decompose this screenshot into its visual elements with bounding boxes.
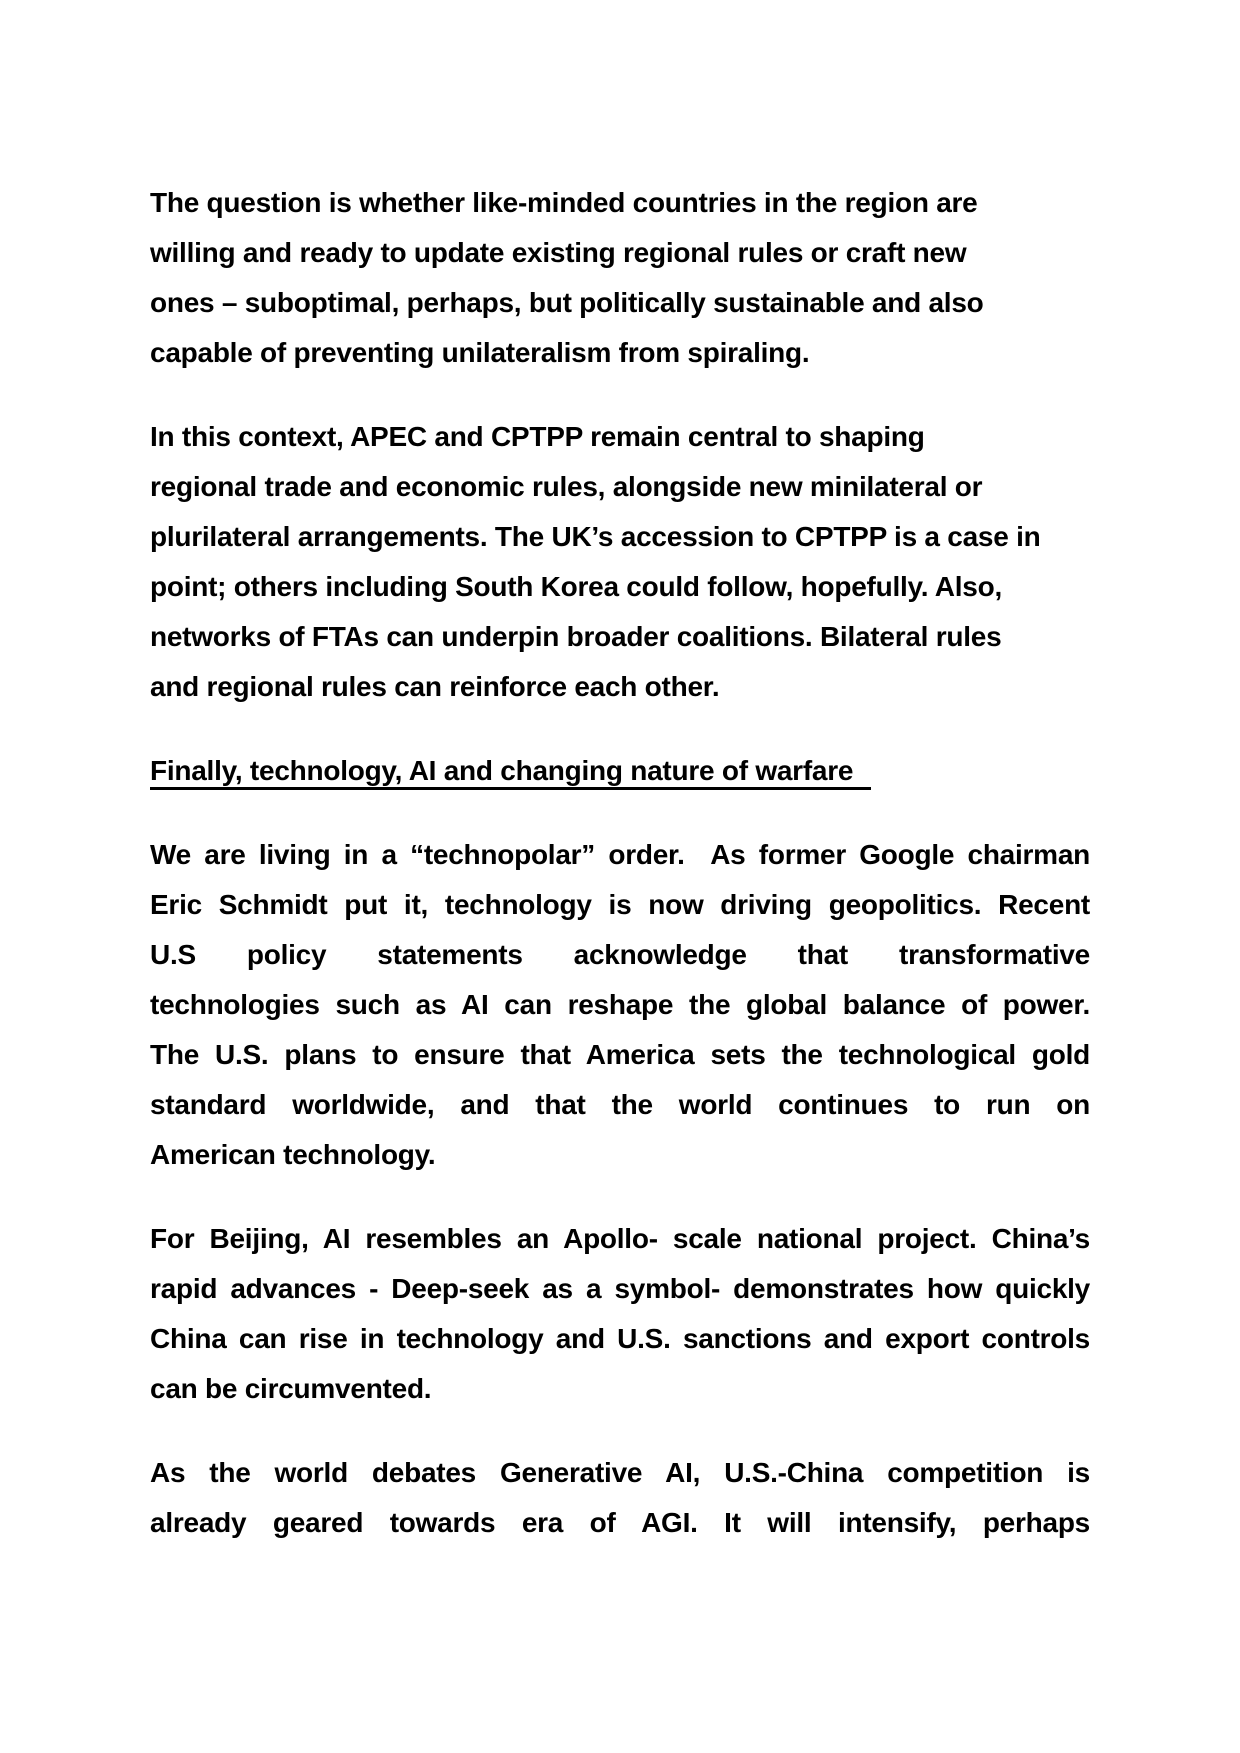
- text-line: networks of FTAs can underpin broader coalitions. Bilateral rules: [150, 621, 1002, 652]
- text-line: technologies such as AI can reshape the global balance of power.: [150, 989, 1090, 1020]
- paragraph: [150, 412, 1090, 712]
- text-line: point; others including South Korea could follow, hopefully. Also,: [150, 571, 1002, 602]
- paragraph: [150, 1214, 1090, 1414]
- text-line: plurilateral arrangements. The UK’s accession to CPTPP is a case in: [150, 521, 1041, 552]
- text-line: regional trade and economic rules, alongside new minilateral or: [150, 471, 983, 502]
- text-line: American technology.: [150, 1139, 436, 1170]
- text-line: China can rise in technology and U.S. sanctions and export controls: [150, 1323, 1090, 1354]
- document-body: [150, 178, 1090, 1582]
- paragraph: [150, 178, 1090, 378]
- text-line: U.S policy statements acknowledge that transformative: [150, 939, 1090, 970]
- text-line: can be circumvented.: [150, 1373, 432, 1404]
- text-line: Eric Schmidt put it, technology is now driving geopolitics. Recent: [150, 889, 1090, 920]
- text-line: For Beijing, AI resembles an Apollo- scale national project. China’s: [150, 1223, 1090, 1254]
- text-line: As the world debates Generative AI, U.S.-China competition is: [150, 1457, 1090, 1488]
- text-line: rapid advances - Deep-seek as a symbol- demonstrates how quickly: [150, 1273, 1090, 1304]
- text-line: standard worldwide, and that the world continues to run on: [150, 1089, 1090, 1120]
- text-line: willing and ready to update existing regional rules or craft new: [150, 237, 967, 268]
- text-line: In this context, APEC and CPTPP remain central to shaping: [150, 421, 925, 452]
- text-line: We are living in a “technopolar” order. As former Google chairman: [150, 839, 1090, 870]
- section-heading: [150, 746, 1090, 796]
- paragraph: [150, 830, 1090, 1180]
- text-line: The U.S. plans to ensure that America sets the technological gold: [150, 1039, 1090, 1070]
- text-line: already geared towards era of AGI. It will intensify, perhaps: [150, 1507, 1090, 1538]
- text-line: capable of preventing unilateralism from spiraling.: [150, 337, 810, 368]
- text-line: ones – suboptimal, perhaps, but politically sustainable and also: [150, 287, 984, 318]
- section-heading-text: Finally, technology, AI and changing nature of warfare: [150, 755, 871, 790]
- paragraph: [150, 1448, 1090, 1548]
- text-line: The question is whether like-minded countries in the region are: [150, 187, 978, 218]
- text-line: and regional rules can reinforce each other.: [150, 671, 720, 702]
